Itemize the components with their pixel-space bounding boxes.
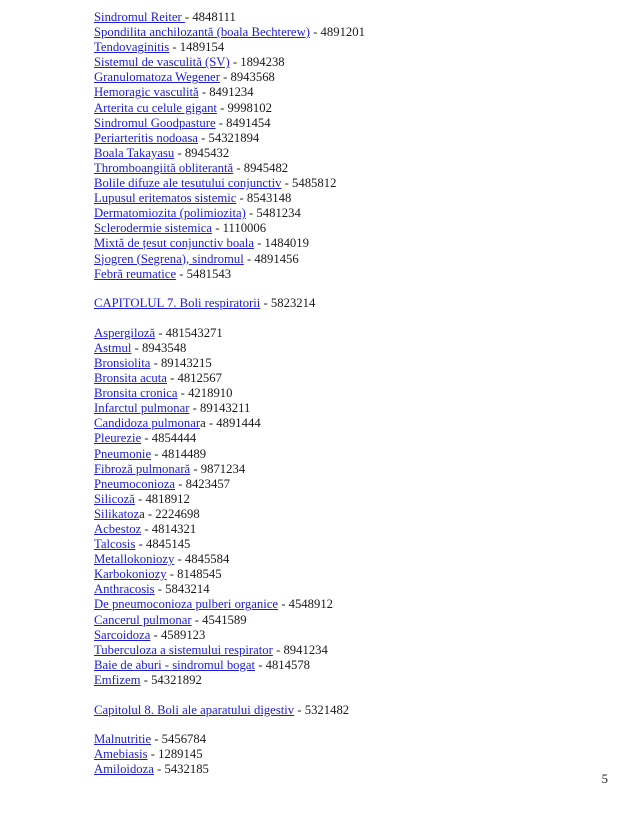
index-entry-code: - 481543271	[155, 325, 223, 340]
index-entry-link[interactable]: Sindromul Reiter	[94, 10, 185, 24]
index-entry-code: - 4891201	[309, 25, 365, 40]
index-entry	[94, 40, 614, 55]
index-entry	[94, 341, 614, 356]
index-entry-code: - 4854444	[141, 431, 197, 446]
index-content	[94, 10, 614, 777]
index-entry-link[interactable]: Thromboangiită obliterantă	[94, 160, 234, 175]
index-entry-link[interactable]: Tuberculoza a sistemului respirator	[94, 642, 273, 657]
index-entry-code: - 5843214	[154, 582, 210, 597]
index-entry-code: - 5481543	[176, 266, 232, 281]
index-entry-code: - 5321482	[294, 702, 350, 717]
index-entry-link[interactable]: Amebiasis	[94, 747, 148, 762]
index-entry-link[interactable]: Metallokoniozy	[94, 552, 175, 567]
index-entry	[94, 386, 614, 401]
index-entry	[94, 85, 614, 100]
index-entry	[94, 131, 614, 146]
index-entry-code: - 4845584	[174, 552, 230, 567]
index-entry	[94, 477, 614, 492]
index-entry-link[interactable]: Sclerodermie sistemica	[94, 221, 213, 236]
index-entry	[94, 401, 614, 416]
index-entry-link[interactable]: Bolile difuze ale tesutului conjunctiv	[94, 176, 282, 191]
index-entry	[94, 522, 614, 537]
index-entry-link[interactable]: Mixtă de țesut conjunctiv boala	[94, 236, 254, 251]
index-entry	[94, 703, 614, 718]
index-entry-code: - 8945432	[174, 145, 230, 160]
section-gap	[94, 282, 614, 297]
index-entry-link[interactable]: Baie de aburi - sindromul bogat	[94, 657, 256, 672]
index-entry-link[interactable]: Periarteritis nodoasa	[94, 130, 198, 145]
index-entry-link[interactable]: Sarcoidoza	[94, 627, 151, 642]
index-entry-code: - 9871234	[190, 461, 246, 476]
index-entry	[94, 236, 614, 251]
index-entry-code: - 5481234	[245, 206, 301, 221]
index-entry-link[interactable]: De pneumoconioza pulberi organice	[94, 597, 279, 612]
index-entry-code: - 4891456	[243, 251, 299, 266]
index-entry-link[interactable]: Dermatomiozita (polimiozita)	[94, 206, 246, 221]
index-entry	[94, 732, 614, 747]
index-entry-code: - 9998102	[216, 100, 272, 115]
index-entry	[94, 747, 614, 762]
index-entry-link[interactable]: Cancerul pulmonar	[94, 612, 192, 627]
index-entry-code: - 1110006	[212, 221, 267, 236]
index-entry-code: - 89143215	[150, 355, 212, 370]
index-entry-link[interactable]: Acbestoz	[94, 522, 142, 536]
index-entry-link[interactable]: Candidoza pulmonar	[94, 416, 201, 431]
index-entry-link[interactable]: CAPITOLUL 7. Boli respiratorii	[94, 296, 261, 311]
section-gap	[94, 718, 614, 733]
index-entry	[94, 70, 614, 85]
index-entry-link[interactable]: Granulomatoza Wegener	[94, 70, 220, 85]
index-entry-link[interactable]: Sjogren (Segrena), sindromul	[94, 251, 244, 266]
index-entry	[94, 628, 614, 643]
index-entry-link[interactable]: Pneumonie	[94, 446, 152, 461]
index-entry-code: a - 4891444	[200, 416, 261, 431]
index-entry	[94, 613, 614, 628]
index-entry-code: - 5823214	[260, 296, 316, 311]
index-entry-link[interactable]: Talcosis	[94, 537, 136, 552]
index-entry-code: - 4589123	[150, 627, 206, 642]
index-entry-link[interactable]: Infarctul pulmonar	[94, 401, 190, 416]
index-entry	[94, 462, 614, 477]
index-entry-link[interactable]: Anthracosis	[94, 582, 155, 597]
index-entry	[94, 55, 614, 70]
index-entry-code: - 5432185	[153, 762, 209, 777]
index-entry-code: - 5485812	[281, 176, 337, 191]
index-entry-link[interactable]: Malnutritie	[94, 732, 152, 747]
index-entry-link[interactable]: Emfizem	[94, 672, 141, 687]
index-entry-code: - 1894238	[229, 55, 285, 70]
index-entry-code: - 4812567	[166, 371, 222, 386]
index-entry	[94, 10, 614, 25]
index-entry	[94, 252, 614, 267]
index-entry	[94, 537, 614, 552]
index-entry-link[interactable]: Capitolul 8. Boli ale aparatului digestiv	[94, 702, 295, 717]
index-entry-link[interactable]: Amiloidoza	[94, 762, 154, 777]
index-entry	[94, 431, 614, 446]
index-entry-link[interactable]: Fibroză pulmonară	[94, 461, 191, 476]
index-entry	[94, 326, 614, 341]
index-entry	[94, 371, 614, 386]
index-entry-link[interactable]: Spondilita anchilozantă (boala Bechterew)	[94, 25, 310, 40]
index-entry-link[interactable]: Silicoză	[94, 491, 135, 506]
index-entry	[94, 597, 614, 612]
index-entry	[94, 221, 614, 236]
index-entry	[94, 191, 614, 206]
index-entry-code: - 8148545	[166, 567, 222, 582]
index-entry	[94, 447, 614, 462]
index-entry-code: - 8941234	[272, 642, 328, 657]
index-entry-link[interactable]: Boala Takayasu	[94, 145, 175, 160]
index-entry-code: - 1289145	[147, 747, 203, 762]
index-entry-link[interactable]: Karbokoniozy	[94, 567, 167, 582]
index-entry-code: - 4818912	[134, 491, 190, 506]
index-entry-code: - 8945482	[233, 160, 289, 175]
index-entry	[94, 507, 614, 522]
index-entry	[94, 296, 614, 311]
index-entry-code: - 8491454	[215, 115, 271, 130]
index-entry	[94, 552, 614, 567]
index-entry-link[interactable]: Aspergiloză	[94, 325, 156, 340]
index-entry-code: - 8543148	[236, 191, 292, 206]
index-entry	[94, 176, 614, 191]
index-entry-link[interactable]: Febră reumatice	[94, 266, 177, 281]
index-entry	[94, 582, 614, 597]
index-entry	[94, 492, 614, 507]
index-entry	[94, 267, 614, 282]
index-entry-code: - 8943548	[131, 340, 187, 355]
index-entry-link[interactable]: Pleurezie	[94, 431, 142, 446]
index-entry-code: - 4848111	[184, 10, 236, 24]
index-entry-code: - 8423457	[175, 476, 231, 491]
index-entry-code: - 1484019	[253, 236, 309, 251]
index-entry-code: - 4814578	[255, 657, 311, 672]
index-entry-link[interactable]: Pneumoconioza	[94, 476, 176, 491]
index-entry-link[interactable]: Bronsiolita	[94, 355, 151, 370]
index-entry-link[interactable]: Arterita cu celule gigant	[94, 100, 217, 115]
index-entry-code: - 4845145	[135, 537, 191, 552]
index-entry-link[interactable]: Lupusul eritematos sistemic	[94, 191, 237, 206]
index-entry-code: - 5456784	[151, 732, 207, 747]
index-entry-link[interactable]: Bronsita acuta	[94, 371, 167, 386]
index-entry-code: a - 2224698	[139, 506, 200, 521]
index-entry-code: - 89143211	[189, 401, 251, 416]
index-entry-link[interactable]: Bronsita cronica	[94, 386, 178, 401]
section-gap	[94, 688, 614, 703]
index-entry	[94, 356, 614, 371]
index-entry-code: - 8943568	[219, 70, 275, 85]
index-entry-code: - 54321894	[197, 130, 260, 145]
index-entry-code: - 1489154	[169, 40, 225, 55]
index-entry	[94, 567, 614, 582]
index-entry-code: - 4218910	[177, 386, 233, 401]
index-entry-code: - 54321892	[140, 672, 202, 687]
index-entry	[94, 116, 614, 131]
index-entry-link[interactable]: Astmul	[94, 340, 132, 355]
index-entry-link[interactable]: Silikatoz	[94, 506, 140, 521]
index-entry-link[interactable]: Hemoragic vasculită	[94, 85, 199, 100]
index-entry	[94, 101, 614, 116]
page-number: 5	[601, 772, 608, 786]
index-entry	[94, 416, 614, 431]
index-entry-link[interactable]: Sistemul de vasculită (SV)	[94, 55, 230, 70]
index-entry-code: - 8491234	[198, 85, 254, 100]
index-entry-link[interactable]: Sindromul Goodpasture	[94, 115, 216, 130]
index-entry	[94, 146, 614, 161]
index-entry-code: - 4814489	[151, 446, 207, 461]
index-entry-code: - 4548912	[278, 597, 334, 612]
index-entry	[94, 161, 614, 176]
index-entry	[94, 643, 614, 658]
index-entry	[94, 762, 614, 777]
index-entry-code: - 4814321	[141, 522, 197, 536]
section-gap	[94, 311, 614, 326]
index-entry	[94, 658, 614, 673]
index-entry-code: - 4541589	[191, 612, 247, 627]
index-entry-link[interactable]: Tendovaginitis	[94, 40, 170, 55]
index-entry	[94, 25, 614, 40]
index-entry	[94, 673, 614, 688]
index-entry	[94, 206, 614, 221]
